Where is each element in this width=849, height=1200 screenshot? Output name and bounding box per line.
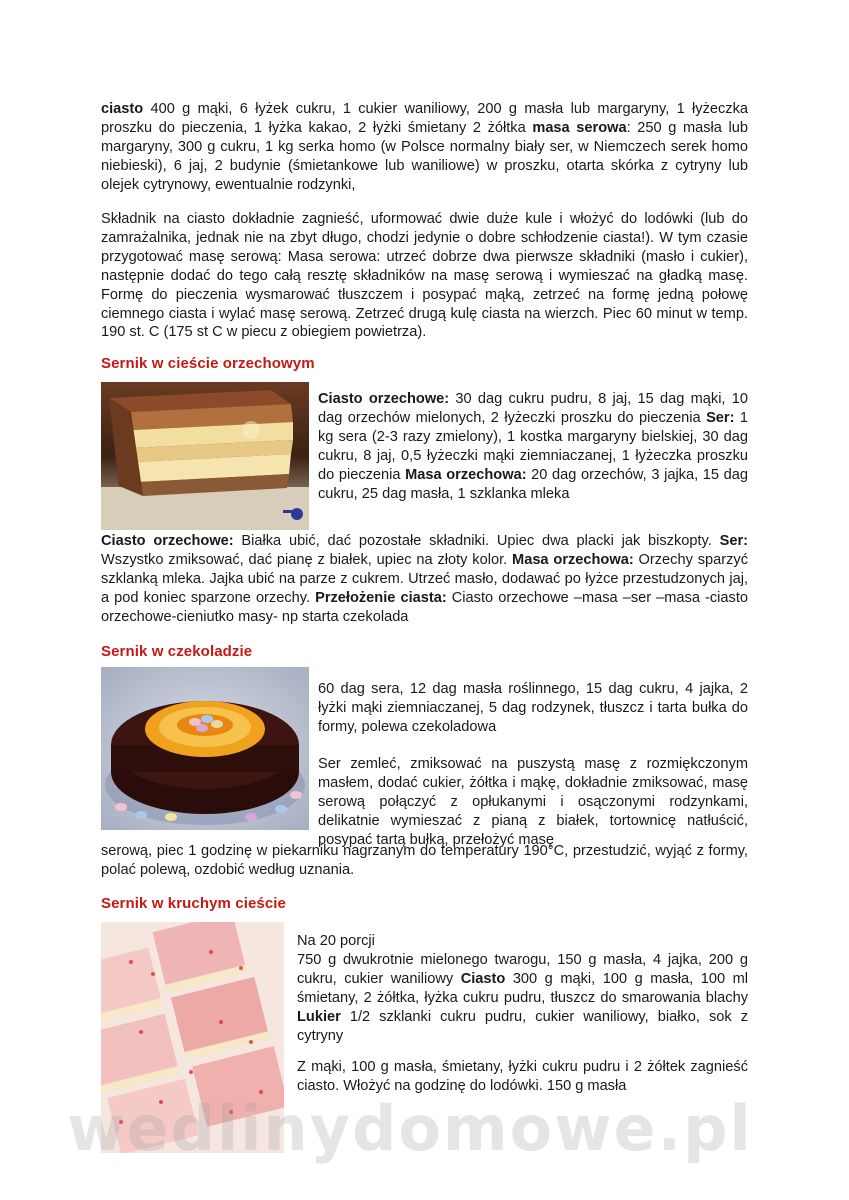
bold-label: Lukier — [297, 1008, 341, 1025]
bold-label: masa serowa — [532, 119, 627, 136]
recipe3-portions: Na 20 porcji — [297, 933, 375, 949]
walnut-cheesecake-photo — [101, 382, 309, 530]
intro-method: Składnik na ciasto dokładnie zagnieść, uformować dwie duże kule i włożyć do lodówki (lub do zamrażalnika, jednak nie na zbyt długo, chodzi jedynie o dobre schłodzenie ciasta!). W tym czasie przygotować masę serową: Masa serowa: utrzeć dobrze dwa pierwsze składniki (masło i cukier), następnie dodać do tego całą resztę składników na masę serową i wymieszać na gładką masę. Formę do pieczenia wysmarować tłuszczem i posypać mąką, zetrzeć na formę jedną połowę ciemnego ciasta i wylać masę serową. Zetrzeć drugą kulę ciasta na wierzch. Piec 60 minut w temp. 190 st. C (175 st C w piecu z obiegiem powietrza). — [101, 211, 748, 341]
bold-label: Przełożenie ciasta: — [315, 589, 447, 606]
bold-label: ciasto — [101, 101, 144, 117]
text-run: 30 dag cukru pudru, 8 jaj, 15 dag mąki, 10 dag orzechów mielonych, 2 łyżeczki proszku do pieczenia — [318, 391, 748, 426]
text-run: 400 g mąki, 6 łyżek cukru, 1 cukier waniliowy, 200 g masła lub margaryny, 1 łyżeczka proszku do pieczenia, 1 łyżka kakao, 2 łyżki śmietany 2 żółtka — [101, 101, 748, 136]
bold-label: Ser: — [706, 409, 735, 426]
recipe1-ingredients — [318, 390, 748, 503]
bold-label: Masa orzechowa: — [512, 551, 634, 568]
text-run: 1/2 szklanki cukru pudru, cukier waniliowy, białko, sok z cytryny — [297, 1008, 748, 1044]
text-run: : 250 g masła lub margaryny, 300 g cukru, 1 kg serka homo (w Polsce normalny biały ser, w Niemczech serek homo niebieski), 6 jaj, 2 budynie (śmietankowe lub waniliowe) w proszku, otarta skórka z cytryny lub olejek cytrynowy, ewentualnie rodzynki, — [101, 119, 748, 193]
text-run: 20 dag orzechów, 3 jajka, 15 dag cukru, 25 dag masła, 1 szklanka mleka — [318, 466, 748, 502]
recipe3-ingredients — [297, 951, 748, 1046]
bold-label: Ciasto orzechowe: — [318, 391, 450, 407]
recipe2-method-continued: serową, piec 1 godzinę w piekarniku nagrzanym do temperatury 190°C, przestudzić, wyjąć z formy, polać polewą, ozdobić według uznania. — [101, 843, 748, 878]
text-run: 750 g dwukrotnie mielonego twarogu, 150 g masła, 4 jajka, 200 g cukru, cukier waniliowy — [297, 952, 748, 987]
recipe3-method: Z mąki, 100 g masła, śmietany, łyżki cukru pudru i 2 żółtek zagnieść ciasto. Włożyć na godzinę do lodówki. 150 g masła — [297, 1059, 748, 1094]
recipe2-ingredients: 60 dag sera, 12 dag masła roślinnego, 15 dag cukru, 4 jajka, 2 łyżki mąki ziemniaczanej, 5 dag rodzynek, tłuszcz i tarta bułka do formy, polewa czekoladowa — [318, 681, 748, 735]
recipe2-method-side: Ser zemleć, zmiksować na puszystą masę z rozmiękczonym masłem, dodać cukier, żółtka i mąkę, dokładnie zmiksować, masę serową połączyć z opłukanymi i osączonymi rodzynkami, delikatnie wymieszać z pianą z białek, tortownicę natłuścić, posypać tartą bułką, przełożyć masę — [318, 756, 748, 848]
text-run: Ciasto orzechowe –masa –ser –masa -ciasto orzechowe-cieniutko masy- np starta czekolada — [101, 589, 749, 625]
recipe-title-chocolate-cheesecake: Sernik w czekoladzie — [101, 643, 253, 660]
text-run: 1 kg sera (2-3 razy zmielony), 1 kostka margaryny bielskiej, 30 dag cukru, 8 jaj, 0,5 łyżeczki mąki ziemniaczanej, 1 łyżeczka proszku do pieczenia — [318, 409, 748, 483]
text-run: Białka ubić, dać pozostałe składniki. Upiec dwa placki jak biszkopty. — [233, 533, 720, 549]
text-run: Orzechy sparzyć szklanką mleka. Jajka ubić na parze z cukrem. Utrzeć masło, dodawać po łyżce przestudzonych jaj, a pod koniec sparzone orzechy. — [101, 551, 748, 606]
bold-label: Ciasto — [460, 970, 506, 987]
bold-label: Masa orzechowa: — [405, 466, 527, 483]
bold-label: Ciasto orzechowe: — [101, 533, 234, 549]
chocolate-cheesecake-photo — [101, 667, 309, 830]
recipe-title-shortcrust-cheesecake: Sernik w kruchym cieście — [101, 895, 286, 912]
bold-label: Ser: — [719, 533, 748, 549]
text-run: 300 g mąki, 100 g masła, 100 ml śmietany, 2 żółtka, łyżka cukru pudru, tłuszcz do smarowania blachy — [297, 970, 748, 1006]
watermark: wedlinydomowe.pl — [67, 1092, 753, 1165]
intro-ingredients — [101, 100, 748, 195]
recipe-title-walnut-cheesecake: Sernik w cieście orzechowym — [101, 355, 315, 372]
recipe1-method — [101, 532, 748, 627]
text-run: Wszystko zmiksować, dać pianę z białek, upiec na złoty kolor. — [101, 551, 513, 568]
